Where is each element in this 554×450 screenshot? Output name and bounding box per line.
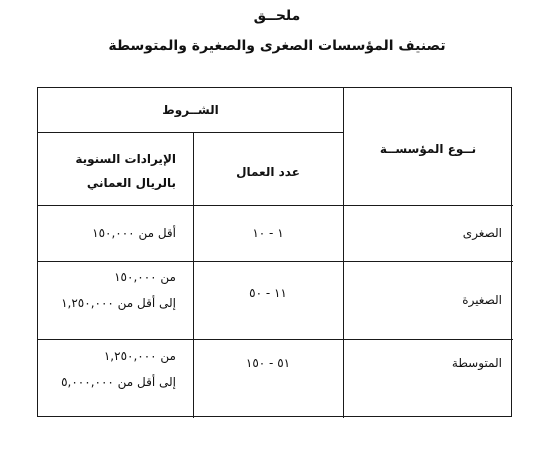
classification-table xyxy=(37,87,512,417)
row-divider xyxy=(38,205,513,206)
enterprise-type-header: نــوع المؤسســة xyxy=(379,142,477,156)
row-divider xyxy=(38,339,513,340)
workers-cell: ١ - ١٠ xyxy=(252,226,284,240)
revenue-header-line2: بالريال العماني xyxy=(86,176,176,190)
document-subtitle: تصنيف المؤسسات الصغرى والصغيرة والمتوسطة xyxy=(108,38,446,54)
revenue-header-line1: الإيرادات السنوية xyxy=(75,152,176,166)
conditions-header: الشــروط xyxy=(162,103,219,117)
document-heading: ملحــق xyxy=(253,8,301,24)
enterprise-type-cell: المتوسطة xyxy=(451,356,502,370)
revenue-cell-line2: إلى أقل من ١,٢٥٠,٠٠٠ xyxy=(61,296,176,310)
enterprise-type-cell: الصغيرة xyxy=(462,293,502,307)
revenue-cell-line1: من ١,٢٥٠,٠٠٠ xyxy=(103,349,176,363)
workers-cell: ٥١ - ١٥٠ xyxy=(245,356,291,370)
revenue-cell-line1: أقل من ١٥٠,٠٠٠ xyxy=(92,226,176,240)
row-divider xyxy=(38,132,343,133)
enterprise-type-cell: الصغرى xyxy=(462,226,502,240)
revenue-cell-line2: إلى أقل من ٥,٠٠٠,٠٠٠ xyxy=(61,375,176,389)
revenue-cell-line1: من ١٥٠,٠٠٠ xyxy=(114,270,176,284)
workers-header: عدد العمال xyxy=(236,165,300,179)
row-divider xyxy=(38,261,513,262)
workers-cell: ١١ - ٥٠ xyxy=(249,286,287,300)
